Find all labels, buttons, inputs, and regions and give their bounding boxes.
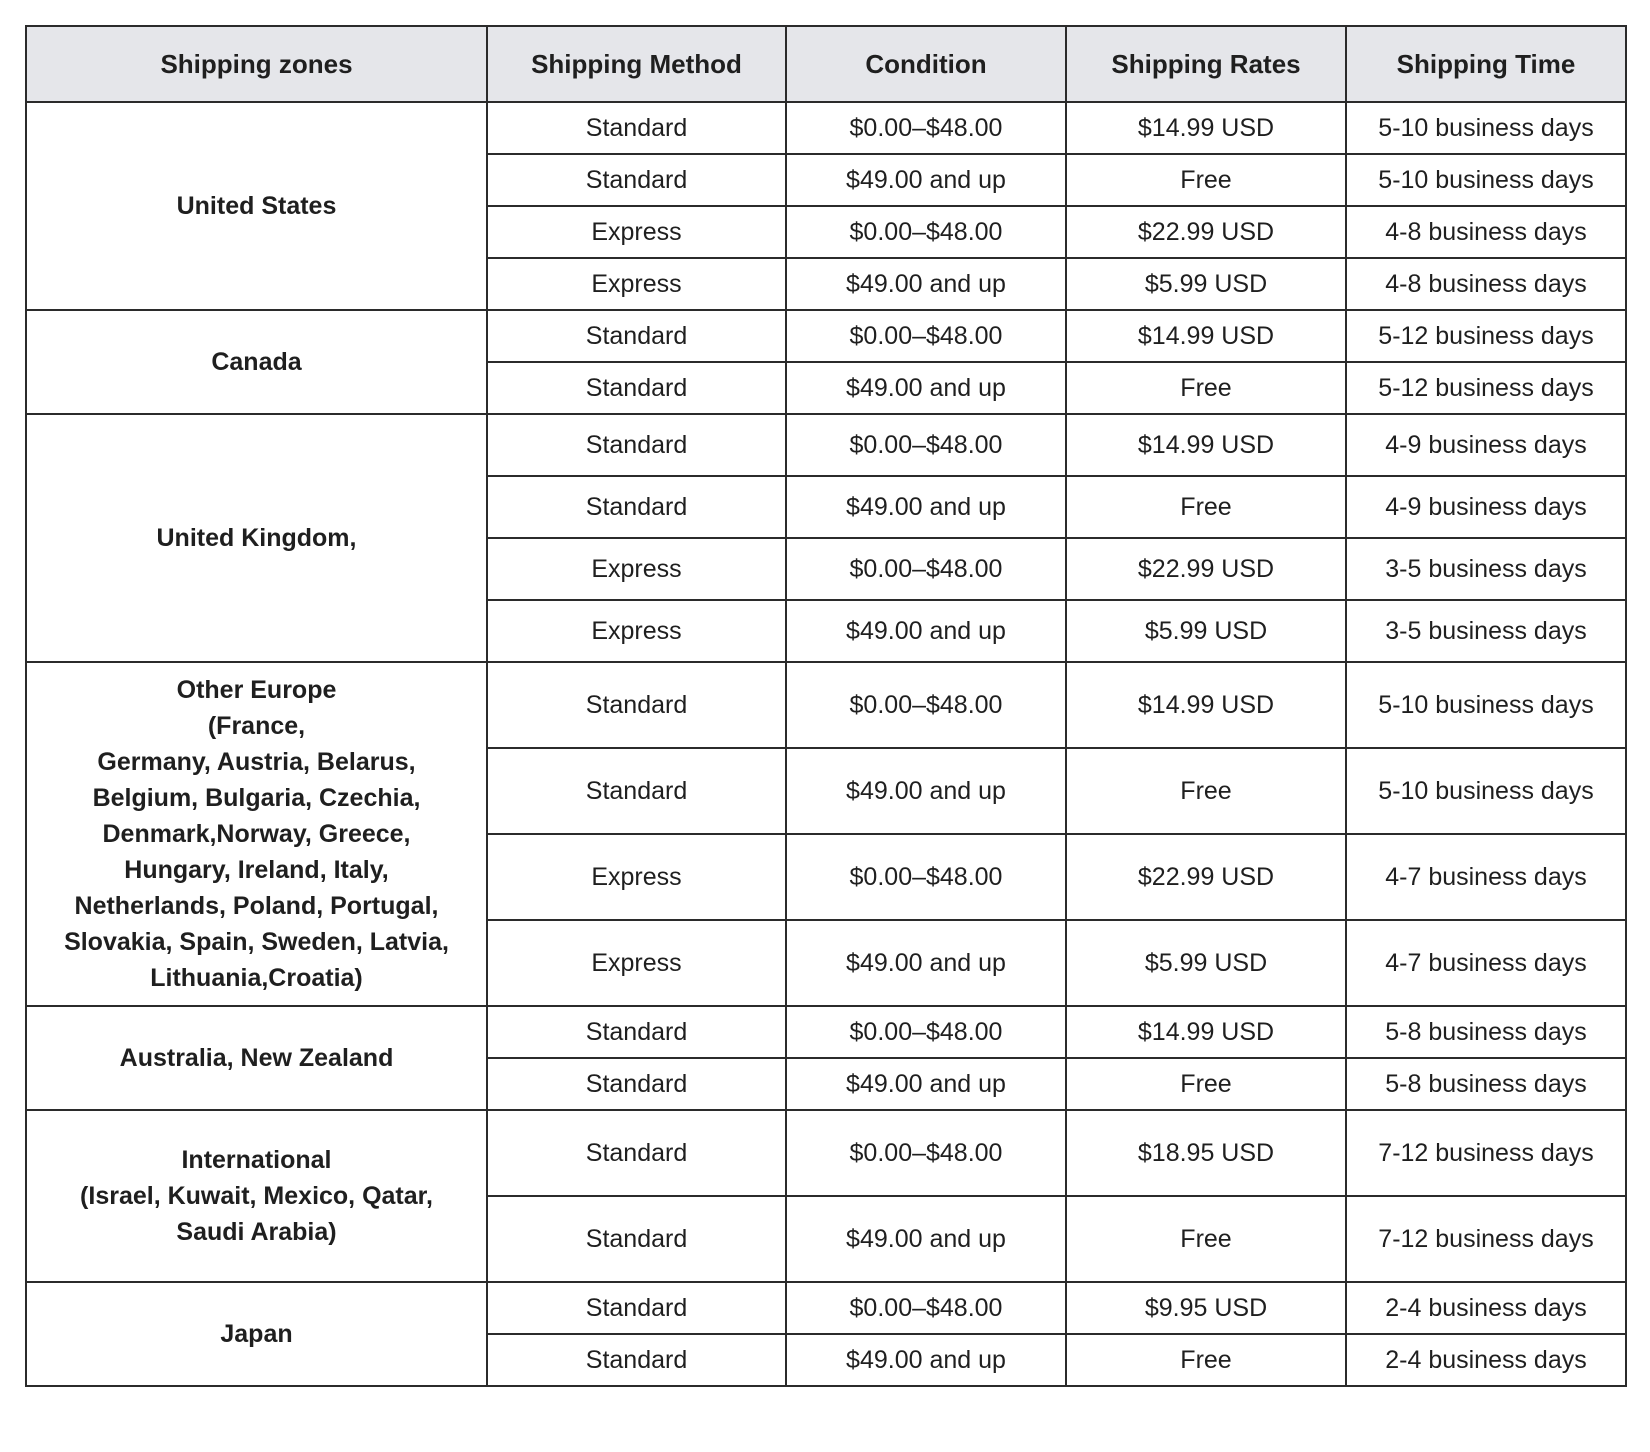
shipping-time-cell: 7-12 business days [1346, 1196, 1626, 1282]
shipping-time-cell: 4-7 business days [1346, 834, 1626, 920]
shipping-time-cell: 5-8 business days [1346, 1006, 1626, 1058]
shipping-zone-cell: United States [26, 102, 487, 310]
shipping-rates-table [25, 25, 1627, 1387]
shipping-method-cell: Express [487, 600, 786, 662]
shipping-rate-cell: $22.99 USD [1066, 206, 1346, 258]
condition-cell: $49.00 and up [786, 1334, 1066, 1386]
header-shipping-method: Shipping Method [487, 26, 786, 102]
shipping-time-cell: 4-8 business days [1346, 206, 1626, 258]
shipping-method-cell: Standard [487, 102, 786, 154]
shipping-method-cell: Standard [487, 1196, 786, 1282]
condition-cell: $0.00–$48.00 [786, 310, 1066, 362]
table-row [26, 1006, 1626, 1058]
condition-cell: $49.00 and up [786, 748, 1066, 834]
shipping-method-cell: Express [487, 206, 786, 258]
shipping-method-cell: Standard [487, 1110, 786, 1196]
shipping-method-cell: Standard [487, 1058, 786, 1110]
table-body [26, 102, 1626, 1386]
shipping-rate-cell: $5.99 USD [1066, 920, 1346, 1006]
shipping-time-cell: 4-9 business days [1346, 476, 1626, 538]
shipping-method-cell: Standard [487, 748, 786, 834]
shipping-time-cell: 4-9 business days [1346, 414, 1626, 476]
shipping-method-cell: Standard [487, 414, 786, 476]
header-shipping-zones: Shipping zones [26, 26, 487, 102]
condition-cell: $0.00–$48.00 [786, 1110, 1066, 1196]
shipping-time-cell: 7-12 business days [1346, 1110, 1626, 1196]
shipping-rate-cell: Free [1066, 1334, 1346, 1386]
table-row [26, 102, 1626, 154]
shipping-method-cell: Express [487, 834, 786, 920]
shipping-time-cell: 5-10 business days [1346, 662, 1626, 748]
condition-cell: $49.00 and up [786, 600, 1066, 662]
shipping-time-cell: 3-5 business days [1346, 600, 1626, 662]
shipping-time-cell: 5-8 business days [1346, 1058, 1626, 1110]
shipping-rate-cell: Free [1066, 748, 1346, 834]
shipping-rate-cell: Free [1066, 362, 1346, 414]
shipping-rate-cell: Free [1066, 154, 1346, 206]
shipping-rate-cell: $14.99 USD [1066, 662, 1346, 748]
condition-cell: $49.00 and up [786, 362, 1066, 414]
condition-cell: $0.00–$48.00 [786, 414, 1066, 476]
condition-cell: $0.00–$48.00 [786, 206, 1066, 258]
header-condition: Condition [786, 26, 1066, 102]
shipping-time-cell: 5-10 business days [1346, 748, 1626, 834]
shipping-rate-cell: $14.99 USD [1066, 414, 1346, 476]
shipping-rate-cell: $14.99 USD [1066, 1006, 1346, 1058]
shipping-method-cell: Standard [487, 154, 786, 206]
shipping-time-cell: 4-7 business days [1346, 920, 1626, 1006]
header-row [26, 26, 1626, 102]
condition-cell: $0.00–$48.00 [786, 1282, 1066, 1334]
condition-cell: $49.00 and up [786, 1196, 1066, 1282]
shipping-method-cell: Express [487, 538, 786, 600]
shipping-time-cell: 5-12 business days [1346, 310, 1626, 362]
table-row [26, 1110, 1626, 1196]
shipping-zone-cell: Australia, New Zealand [26, 1006, 487, 1110]
shipping-rate-cell: $9.95 USD [1066, 1282, 1346, 1334]
shipping-time-cell: 5-12 business days [1346, 362, 1626, 414]
condition-cell: $0.00–$48.00 [786, 102, 1066, 154]
table-row [26, 310, 1626, 362]
condition-cell: $0.00–$48.00 [786, 834, 1066, 920]
shipping-zone-cell: Japan [26, 1282, 487, 1386]
condition-cell: $0.00–$48.00 [786, 538, 1066, 600]
shipping-method-cell: Standard [487, 1006, 786, 1058]
header-shipping-time: Shipping Time [1346, 26, 1626, 102]
condition-cell: $49.00 and up [786, 258, 1066, 310]
shipping-method-cell: Express [487, 920, 786, 1006]
shipping-zone-cell: International (Israel, Kuwait, Mexico, Qatar, Saudi Arabia) [26, 1110, 487, 1282]
shipping-rate-cell: $14.99 USD [1066, 102, 1346, 154]
shipping-time-cell: 2-4 business days [1346, 1334, 1626, 1386]
table-row [26, 662, 1626, 748]
shipping-time-cell: 2-4 business days [1346, 1282, 1626, 1334]
shipping-rate-cell: Free [1066, 476, 1346, 538]
shipping-method-cell: Standard [487, 476, 786, 538]
condition-cell: $49.00 and up [786, 920, 1066, 1006]
shipping-zone-cell: United Kingdom, [26, 414, 487, 662]
condition-cell: $0.00–$48.00 [786, 1006, 1066, 1058]
shipping-zone-cell: Other Europe (France, Germany, Austria, Belarus, Belgium, Bulgaria, Czechia, Denmark,Norway, Greece, Hungary, Ireland, Italy, Netherlands, Poland, Portugal, Slovakia, Spain, Sweden, Latvia, Lithuania,Croatia) [26, 662, 487, 1006]
shipping-rate-cell: $5.99 USD [1066, 258, 1346, 310]
shipping-method-cell: Standard [487, 1282, 786, 1334]
shipping-zone-cell: Canada [26, 310, 487, 414]
condition-cell: $49.00 and up [786, 476, 1066, 538]
shipping-time-cell: 3-5 business days [1346, 538, 1626, 600]
table-row [26, 414, 1626, 476]
shipping-time-cell: 5-10 business days [1346, 102, 1626, 154]
shipping-method-cell: Standard [487, 1334, 786, 1386]
shipping-rate-cell: $18.95 USD [1066, 1110, 1346, 1196]
shipping-method-cell: Standard [487, 310, 786, 362]
shipping-time-cell: 5-10 business days [1346, 154, 1626, 206]
shipping-rate-cell: Free [1066, 1196, 1346, 1282]
shipping-rate-cell: $14.99 USD [1066, 310, 1346, 362]
shipping-method-cell: Express [487, 258, 786, 310]
header-shipping-rates: Shipping Rates [1066, 26, 1346, 102]
shipping-method-cell: Standard [487, 362, 786, 414]
table-row [26, 1282, 1626, 1334]
condition-cell: $0.00–$48.00 [786, 662, 1066, 748]
condition-cell: $49.00 and up [786, 154, 1066, 206]
shipping-rate-cell: $22.99 USD [1066, 834, 1346, 920]
shipping-time-cell: 4-8 business days [1346, 258, 1626, 310]
condition-cell: $49.00 and up [786, 1058, 1066, 1110]
shipping-rate-cell: Free [1066, 1058, 1346, 1110]
shipping-rate-cell: $22.99 USD [1066, 538, 1346, 600]
shipping-method-cell: Standard [487, 662, 786, 748]
shipping-rate-cell: $5.99 USD [1066, 600, 1346, 662]
